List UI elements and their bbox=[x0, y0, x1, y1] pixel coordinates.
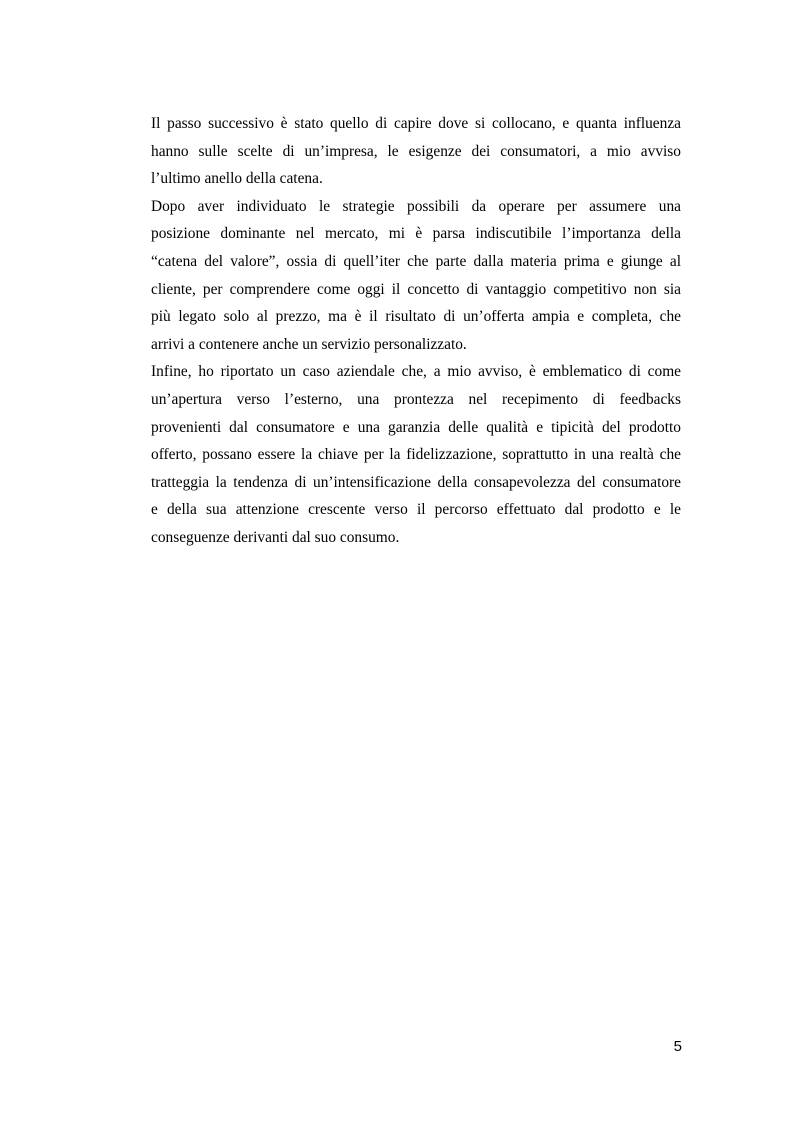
paragraph-2-line-4: cliente, per comprendere come oggi il concetto di vantaggio competitivo non sia bbox=[151, 280, 681, 298]
paragraph-2-line-5: più legato solo al prezzo, ma è il risultato di un’offerta ampia e completa, che bbox=[151, 308, 681, 326]
page-number: 5 bbox=[673, 1038, 682, 1055]
paragraph-3-line-1: Infine, ho riportato un caso aziendale che, a mio avviso, è emblematico di come bbox=[151, 363, 681, 381]
paragraph-3-line-2: un’apertura verso l’esterno, una prontezza nel recepimento di feedbacks bbox=[151, 390, 681, 408]
paragraph-1-line-3: l’ultimo anello della catena. bbox=[151, 170, 323, 188]
paragraph-2-line-3: “catena del valore”, ossia di quell’iter che parte dalla materia prima e giunge al bbox=[151, 252, 681, 270]
paragraph-3-line-5: tratteggia la tendenza di un’intensificazione della consapevolezza del consumatore bbox=[151, 473, 681, 491]
paragraph-1-line-2: hanno sulle scelte di un’impresa, le esigenze dei consumatori, a mio avviso bbox=[151, 142, 681, 160]
paragraph-2-line-2: posizione dominante nel mercato, mi è parsa indiscutibile l’importanza della bbox=[151, 225, 681, 243]
paragraph-1-line-1: Il passo successivo è stato quello di capire dove si collocano, e quanta influenza bbox=[151, 115, 681, 132]
paragraph-3-line-6: e della sua attenzione crescente verso il percorso effettuato dal prodotto e le bbox=[151, 501, 681, 519]
paragraph-3-line-4: offerto, possano essere la chiave per la fidelizzazione, soprattutto in una realtà che bbox=[151, 446, 681, 464]
paragraph-2-line-1: Dopo aver individuato le strategie possibili da operare per assumere una bbox=[151, 197, 681, 215]
paragraph-3-line-7: conseguenze derivanti dal suo consumo. bbox=[151, 528, 400, 546]
body-text bbox=[151, 110, 681, 552]
paragraph-3-line-3: provenienti dal consumatore e una garanzia delle qualità e tipicità del prodotto bbox=[151, 418, 681, 436]
paragraph-2-line-6: arrivi a contenere anche un servizio personalizzato. bbox=[151, 335, 467, 353]
